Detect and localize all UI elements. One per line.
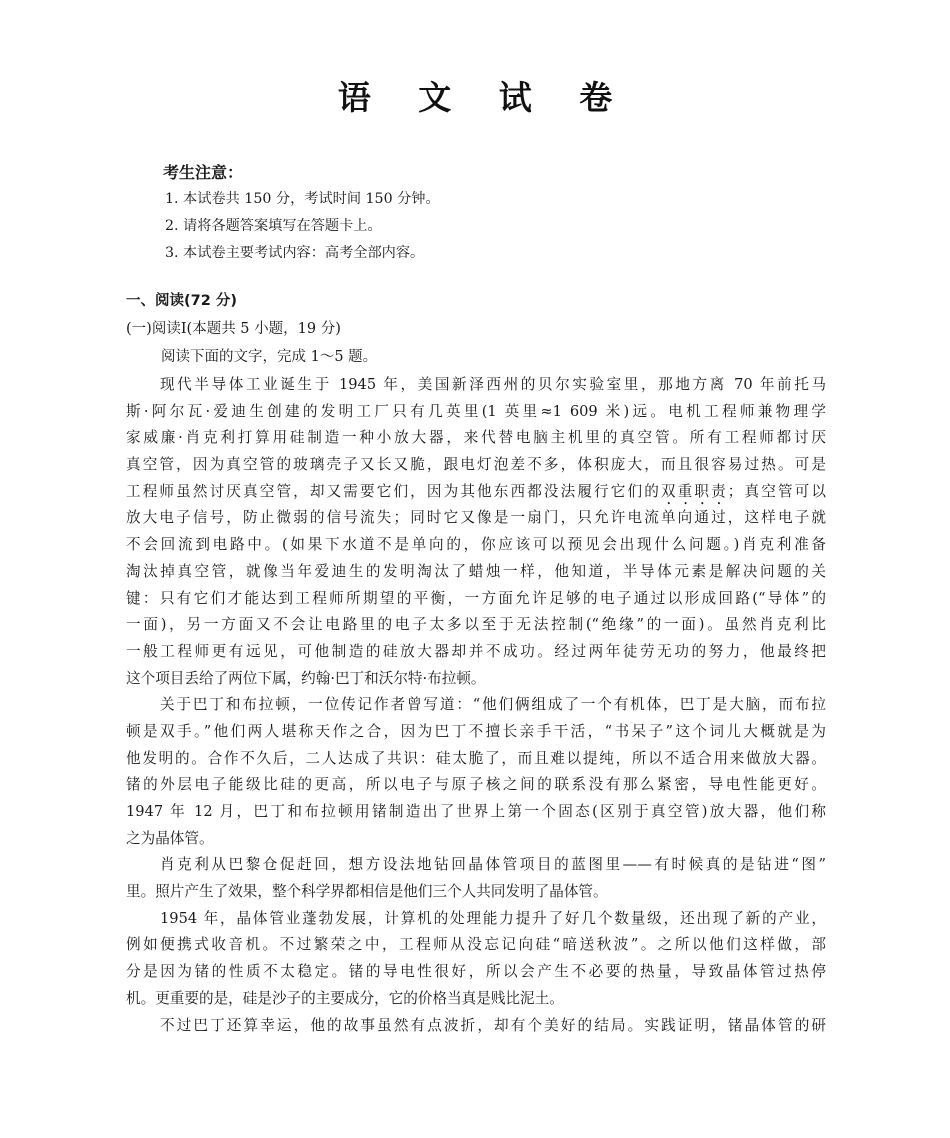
passage-line: 关于巴丁和布拉顿，一位传记作者曾写道：“他们俩组成了一个有机体，巴丁是大脑，而布拉 bbox=[160, 696, 826, 714]
passage-line: 锗的外层电子能级比硅的更高，所以电子与原子核之间的联系没有那么紧密，导电性能更好。 bbox=[126, 776, 826, 794]
reading-instruction: 阅读下面的文字，完成 1～5 题。 bbox=[161, 349, 378, 365]
subsection-heading: (一)阅读Ⅰ(本题共 5 小题，19 分) bbox=[126, 321, 341, 337]
passage-line: 之为晶体管。 bbox=[126, 829, 214, 847]
passage-line: 肖克利从巴黎仓促赶回，想方设法地钻回晶体管项目的蓝图里——有时候真的是钻进“图” bbox=[160, 856, 826, 874]
passage-line: 例如便携式收音机。不过繁荣之中，工程师从没忘记向硅“暗送秋波”。之所以他们这样做，部 bbox=[126, 936, 826, 954]
passage-line: 家威廉·肖克利打算用硅制造一种小放大器，来代替电脑主机里的真空管。所有工程师都讨厌 bbox=[126, 429, 826, 447]
passage-text: ；真空管可以 bbox=[727, 482, 826, 500]
passage-line: 一般工程师更有远见，可他制造的硅放大器却并不成功。经过两年徒劳无功的努力，他最终把 bbox=[126, 642, 826, 660]
passage-line: 机。更重要的是，硅是沙子的主要成分，它的价格当真是贱比泥土。 bbox=[126, 989, 564, 1007]
notice-item: 3. 本试卷主要考试内容：高考全部内容。 bbox=[165, 245, 425, 261]
passage-line: 放大电子信号，防止微弱的信号流失；同时它又像是一扇门，只允许电流单向通过，这样电子就 bbox=[126, 509, 826, 527]
notice-heading: 考生注意： bbox=[163, 163, 244, 182]
passage-line: 1947 年 12 月，巴丁和布拉顿用锗制造出了世界上第一个固态(区别于真空管)放大器，他们称 bbox=[126, 803, 826, 820]
passage-line: 里。照片产生了效果，整个科学界都相信是他们三个人共同发明了晶体管。 bbox=[126, 883, 608, 901]
passage-line: 真空管，因为真空管的玻璃壳子又长又脆，跟电灯泡差不多，体积庞大，而且很容易过热。可是 bbox=[126, 456, 826, 474]
notice-item: 1. 本试卷共 150 分，考试时间 150 分钟。 bbox=[165, 191, 440, 207]
passage-line: 键：只有它们才能达到工程师所期望的平衡，一方面允许足够的电子通过以形成回路(“导体”的 bbox=[126, 589, 826, 607]
passage-line: 他发明的。合作不久后，二人达成了共识：硅太脆了，而且难以提纯，所以不适合用来做放大器。 bbox=[126, 749, 826, 767]
passage-line: 斯·阿尔瓦·爱迪生创建的发明工厂只有几英里(1 英里≈1 609 米)远。电机工程师兼物理学 bbox=[126, 402, 826, 420]
passage-line: 顿是双手。”他们两人堪称天作之合，因为巴丁不擅长亲手干活，“书呆子”这个词儿大概就是为 bbox=[126, 722, 826, 740]
page-title: 语 文 试 卷 bbox=[337, 78, 631, 117]
passage-line: 不过巴丁还算幸运，他的故事虽然有点波折，却有个美好的结局。实践证明，锗晶体管的研 bbox=[160, 1016, 826, 1034]
reading-passage bbox=[126, 372, 826, 1039]
notice-item: 2. 请将各题答案填写在答题卡上。 bbox=[165, 218, 382, 234]
passage-line-with-emphasis bbox=[126, 479, 826, 506]
passage-line: 不会回流到电路中。(如果下水道不是单向的，你应该可以预见会出现什么问题。)肖克利准备 bbox=[126, 536, 826, 554]
passage-text: 工程师虽然讨厌真空管，却又需要它们，因为其他东西都没法履行它们的 bbox=[126, 482, 661, 500]
passage-line: 分是因为锗的性质不太稳定。锗的导电性很好，所以会产生不必要的热量，导致晶体管过热停 bbox=[126, 963, 826, 981]
emphasized-phrase: 双重职责 bbox=[660, 482, 728, 500]
section-heading: 一、阅读(72 分) bbox=[126, 293, 237, 309]
passage-line: 现代半导体工业诞生于 1945 年，美国新泽西州的贝尔实验室里，那地方离 70 年前托马 bbox=[160, 376, 826, 393]
passage-line: 1954 年，晶体管业蓬勃发展，计算机的处理能力提升了好几个数量级，还出现了新的产业， bbox=[160, 909, 826, 927]
passage-line: 一面)，另一方面又不会让电路里的电子太多以至于无法控制(“绝缘”的一面)。虽然肖克利比 bbox=[126, 616, 826, 634]
candidate-notice bbox=[163, 160, 803, 267]
passage-line: 这个项目丢给了两位下属，约翰·巴丁和沃尔特·布拉顿。 bbox=[126, 669, 486, 687]
passage-line: 淘汰掉真空管，就像当年爱迪生的发明淘汰了蜡烛一样，他知道，半导体元素是解决问题的关 bbox=[126, 562, 826, 580]
